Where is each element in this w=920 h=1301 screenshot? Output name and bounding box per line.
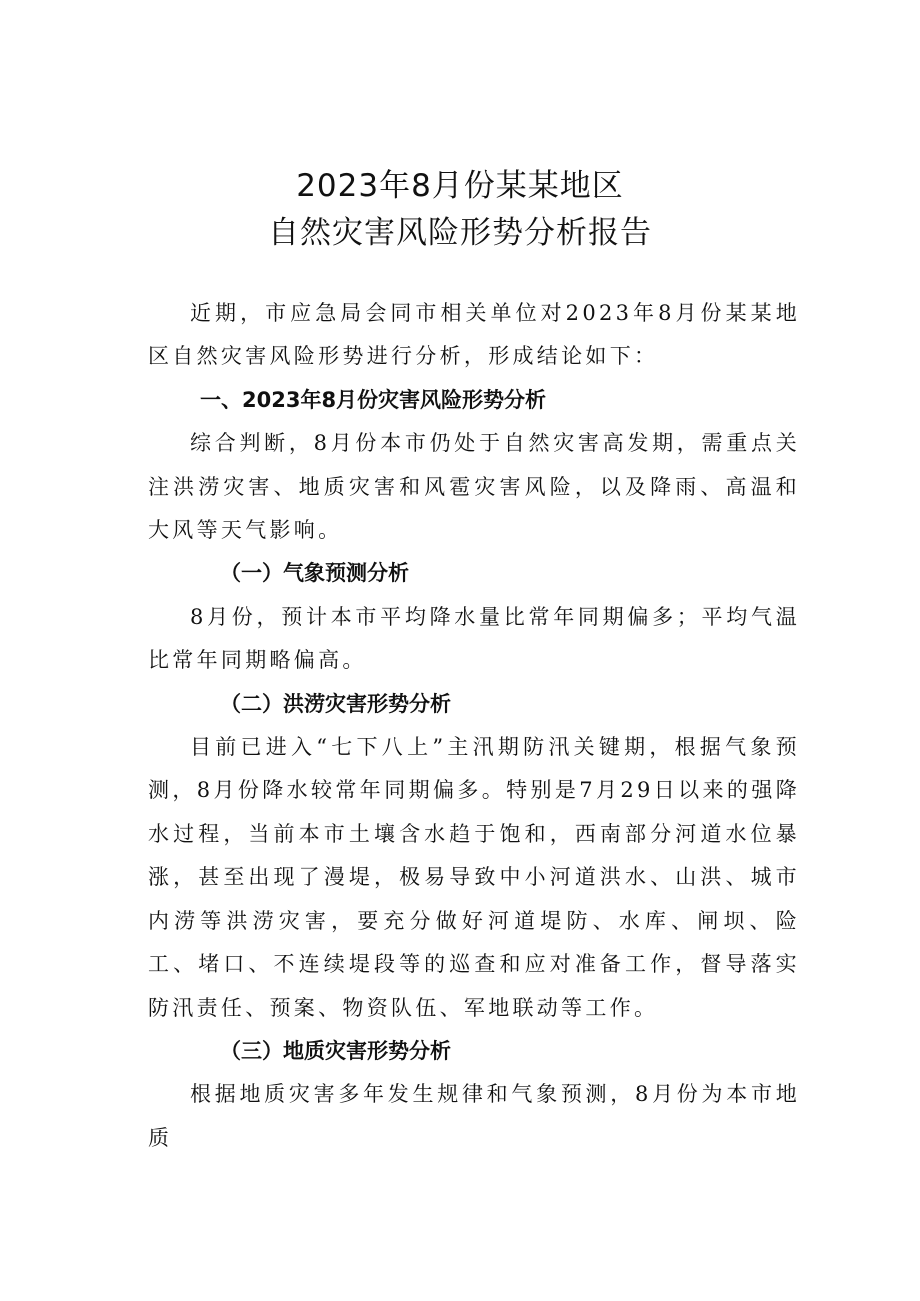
intro-paragraph: 近期，市应急局会同市相关单位对2023年8月份某某地区自然灾害风险形势进行分析，形成结论如下： [148,301,800,369]
report-body [148,292,800,1160]
subsection-3-text: 根据地质灾害多年发生规律和气象预测，8月份为本市地质 [148,1082,800,1150]
subsection-3-heading: （三）地质灾害形势分析 [220,1038,451,1063]
section-1-summary: 综合判断，8月份本市仍处于自然灾害高发期，需重点关注洪涝灾害、地质灾害和风雹灾害风险，以及降雨、高温和大风等天气影响。 [148,431,800,543]
subsection-2-heading: （二）洪涝灾害形势分析 [220,691,451,716]
section-1-heading: 一、2023年8月份灾害风险形势分析 [200,387,547,412]
subsection-1-text: 8月份，预计本市平均降水量比常年同期偏多；平均气温比常年同期略偏高。 [148,604,800,673]
subsection-2-text: 目前已进入“七下八上”主汛期防汛关键期，根据气象预测，8月份降水较常年同期偏多。特别是7月29日以来的强降水过程，当前本市土壤含水趋于饱和，西南部分河道水位暴涨，甚至出现了漫堤，极易导致中小河道洪水、山洪、城市内涝等洪涝灾害，要充分做好河道堤防、水库、闸坝、险工、堵口、不连续堤段等的巡查和应对准备工作，督导落实防汛责任、预案、物资队伍、军地联动等工作。 [148,735,800,1020]
report-title-line-1: 2023年8月份某某地区 [296,168,624,204]
report-title-line-2: 自然灾害风险形势分析报告 [268,215,652,251]
subsection-1-heading: （一）气象预测分析 [220,561,409,586]
